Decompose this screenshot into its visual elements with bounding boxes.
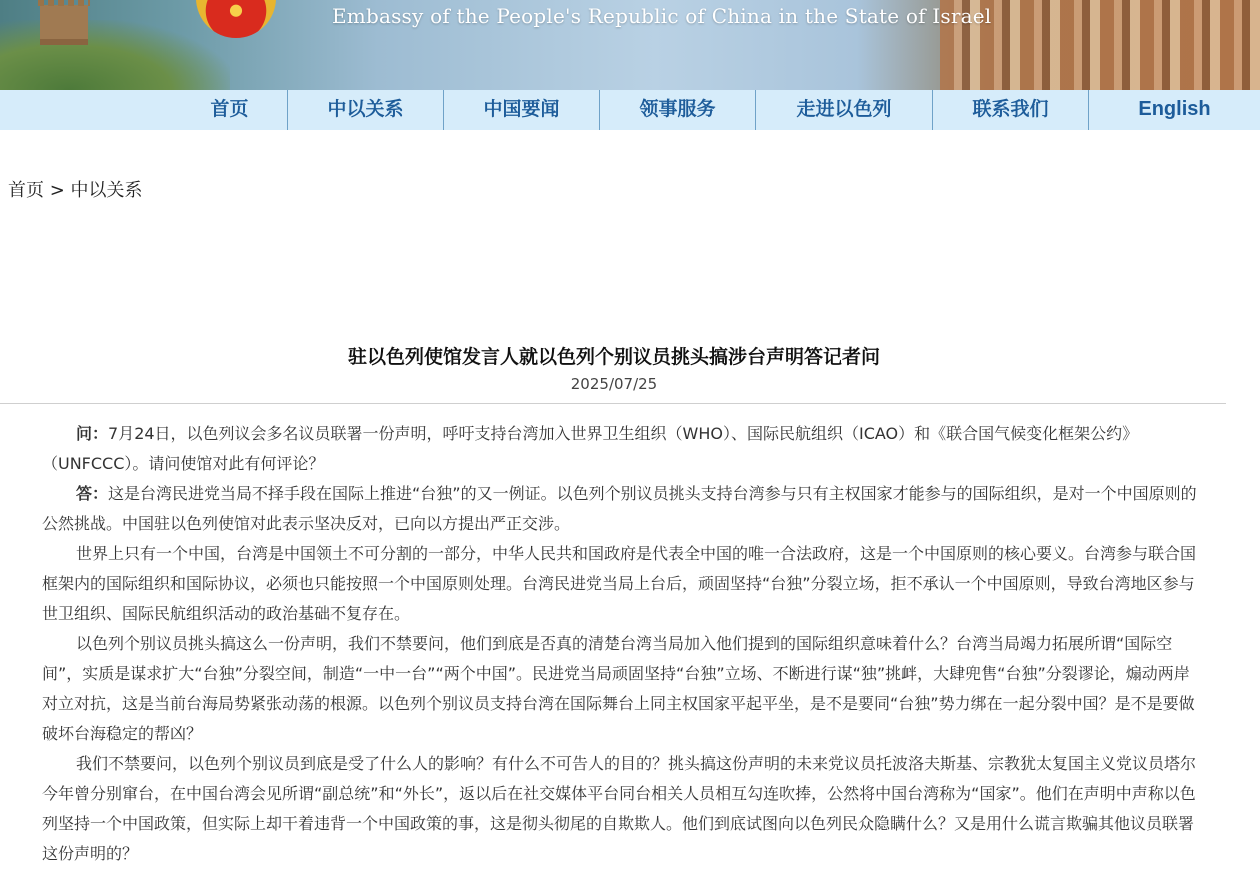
- body-paragraph: 我们不禁要问，以色列个别议员到底是受了什么人的影响？有什么不可告人的目的？挑头搞这份声明的未来党议员托波洛夫斯基、宗教犹太复国主义党议员塔尔今年曾分别窜台，在中国台湾会见所谓“副总统”和“外长”，返以后在社交媒体平台同台相关人员相互勾连吹捧，公然将中国台湾称为“国家”。他们在声明中声称以色列坚持一个中国政策，但实际上却干着违背一个中国政策的事，这是彻头彻尾的自欺欺人。他们到底试图向以色列民众隐瞒什么？又是用什么谎言欺骗其他议员联署这份声明的？: [42, 754, 1197, 863]
- breadcrumb-separator: >: [44, 180, 71, 201]
- question-text: 7月24日，以色列议会多名议员联署一份声明，呼吁支持台湾加入世界卫生组织（WHO）、国际民航组织（ICAO）和《联合国气候变化框架公约》（UNFCCC）。请问使馆对此有何评论？: [42, 424, 1139, 473]
- answer-text: 这是台湾民进党当局不择手段在国际上推进“台独”的又一例证。以色列个别议员挑头支持台湾参与只有主权国家才能参与的国际组织，是对一个中国原则的公然挑战。中国驻以色列使馆对此表示坚决反对，已向以方提出严正交涉。: [42, 484, 1197, 533]
- question-paragraph: [42, 419, 1202, 479]
- body-paragraph: 世界上只有一个中国，台湾是中国领土不可分割的一部分，中华人民共和国政府是代表全中国的唯一合法政府，这是一个中国原则的核心要义。台湾参与联合国框架内的国际组织和国际协议，必须也只能按照一个中国原则处理。台湾民进党当局上台后，顽固坚持“台独”分裂立场，拒不承认一个中国原则，导致台湾地区参与世卫组织、国际民航组织活动的政治基础不复存在。: [42, 544, 1197, 623]
- banner-hills-image: [0, 20, 230, 90]
- body-paragraph: 以色列个别议员挑头搞这么一份声明，我们不禁要问，他们到底是否真的清楚台湾当局加入他们提到的国际组织意味着什么？台湾当局竭力拓展所谓“国际空间”，实质是谋求扩大“台独”分裂空间，制造“一中一台”“两个中国”。民进党当局顽固坚持“台独”立场、不断进行谋“独”挑衅，大肆兜售“台独”分裂谬论，煽动两岸对立对抗，这是当前台海局势紧张动荡的根源。以色列个别议员支持台湾在国际舞台上同主权国家平起平坐，是不是要同“台独”势力绑在一起分裂中国？是不是要做破坏台海稳定的帮凶？: [42, 634, 1195, 743]
- site-banner: [0, 0, 1260, 90]
- nav-item-consular-services[interactable]: 领事服务: [639, 98, 716, 120]
- article-date: 2025/07/25: [570, 375, 658, 393]
- main-nav: [0, 90, 1260, 130]
- title-divider: [0, 403, 1226, 404]
- article-title: 驻以色列使馆发言人就以色列个别议员挑头搞涉台声明答记者问: [347, 346, 880, 368]
- great-wall-tower-image: [40, 5, 88, 45]
- nav-item-home[interactable]: 首页: [210, 98, 249, 120]
- breadcrumb-current-link[interactable]: 中以关系: [70, 180, 143, 201]
- answer-paragraph: [42, 479, 1202, 539]
- site-title: Embassy of the People's Republic of China in the State of Israel: [332, 4, 992, 28]
- breadcrumb: [8, 176, 143, 202]
- article-body: [42, 419, 1202, 869]
- question-label: 问：: [76, 424, 109, 443]
- nav-item-contact-us[interactable]: 联系我们: [972, 98, 1049, 120]
- nav-item-english[interactable]: English: [1138, 98, 1211, 120]
- nav-item-china-israel-relations[interactable]: 中以关系: [327, 98, 404, 120]
- breadcrumb-home-link[interactable]: 首页: [8, 180, 44, 201]
- nav-item-about-israel[interactable]: 走进以色列: [796, 98, 892, 120]
- nav-item-china-news[interactable]: 中国要闻: [483, 98, 560, 120]
- answer-label: 答：: [76, 484, 109, 503]
